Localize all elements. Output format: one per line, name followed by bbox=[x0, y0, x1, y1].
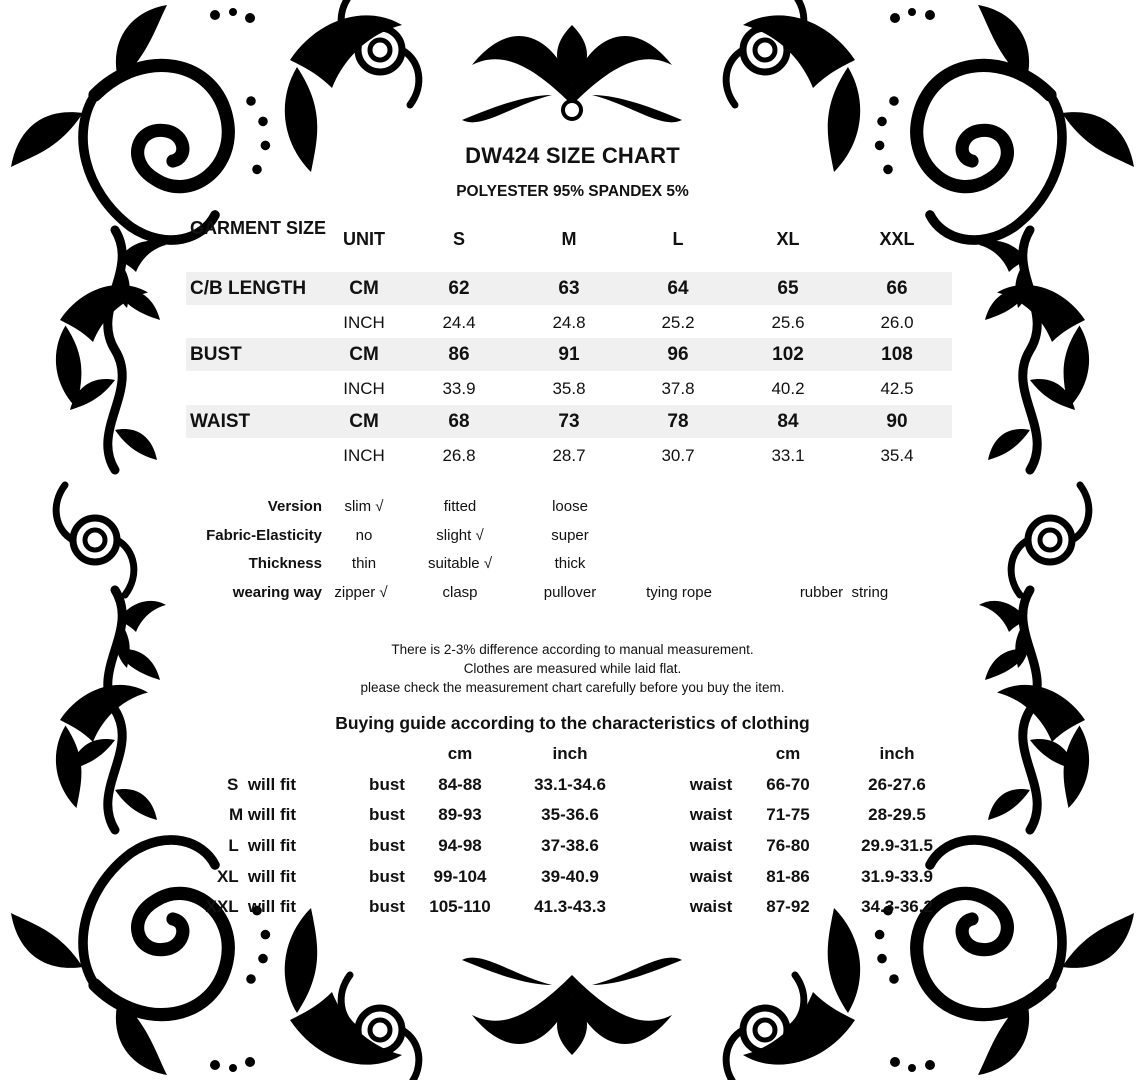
attribute-option: super bbox=[551, 526, 589, 544]
cell: 90 bbox=[886, 411, 908, 432]
cell: 33.1 bbox=[771, 446, 805, 465]
guide-waist-cm: 87-92 bbox=[766, 897, 810, 917]
note-line: There is 2-3% difference according to manual measurement. bbox=[391, 642, 754, 657]
cell: 91 bbox=[558, 344, 580, 365]
cell: 25.6 bbox=[771, 313, 805, 332]
guide-waist-inch: 29.9-31.5 bbox=[861, 836, 933, 856]
guide-bust-cm: 84-88 bbox=[438, 774, 482, 794]
attribute-option: zipper √ bbox=[334, 584, 388, 602]
table-row bbox=[186, 272, 952, 305]
cell: 26.8 bbox=[442, 446, 476, 465]
row-unit: INCH bbox=[343, 379, 385, 398]
list-item bbox=[0, 775, 1145, 806]
size-header-s: S bbox=[452, 229, 465, 249]
attribute-label: wearing way bbox=[232, 584, 322, 602]
cell: 78 bbox=[667, 411, 689, 432]
measurement-notes bbox=[0, 640, 1145, 697]
cell: 102 bbox=[772, 344, 804, 365]
row-unit: CM bbox=[349, 344, 379, 365]
cell: 68 bbox=[448, 411, 470, 432]
buying-guide-table bbox=[0, 744, 1145, 928]
buying-guide-units bbox=[0, 744, 1145, 775]
cell: 24.4 bbox=[442, 313, 476, 332]
list-item bbox=[0, 867, 1145, 898]
guide-size: M will fit bbox=[228, 805, 296, 825]
table-row bbox=[186, 338, 952, 371]
unit-header: UNIT bbox=[343, 229, 385, 249]
attribute-row-wearing-way bbox=[0, 584, 1145, 613]
row-unit: INCH bbox=[343, 446, 385, 465]
cell: 63 bbox=[558, 278, 580, 299]
table-row bbox=[186, 305, 952, 338]
guide-waist-cm: 66-70 bbox=[766, 774, 810, 794]
size-table bbox=[186, 212, 952, 472]
cell: 35.4 bbox=[880, 446, 914, 465]
guide-bust-cm: 94-98 bbox=[438, 836, 482, 856]
cell: 65 bbox=[777, 278, 799, 299]
cell: 42.5 bbox=[880, 379, 914, 398]
guide-bust-label: bust bbox=[369, 774, 405, 794]
row-unit: CM bbox=[349, 411, 379, 432]
guide-bust-inch: 41.3-43.3 bbox=[534, 897, 606, 917]
list-item bbox=[0, 805, 1145, 836]
guide-size: S will fit bbox=[227, 774, 296, 794]
attribute-option: no bbox=[355, 526, 373, 544]
guide-bust-inch: 37-38.6 bbox=[541, 836, 599, 856]
garment-size-header: GARMENT SIZE bbox=[190, 218, 327, 238]
guide-waist-cm: 81-86 bbox=[766, 866, 810, 886]
guide-size: XXL will fit bbox=[205, 897, 296, 917]
guide-waist-inch: 31.9-33.9 bbox=[861, 866, 933, 886]
attribute-row-elasticity bbox=[0, 527, 1145, 556]
cell: 86 bbox=[448, 344, 470, 365]
unit-label: inch bbox=[552, 744, 588, 763]
cell: 84 bbox=[777, 411, 799, 432]
cell: 25.2 bbox=[661, 313, 695, 332]
row-label: WAIST bbox=[190, 411, 251, 432]
cell: 30.7 bbox=[661, 446, 695, 465]
guide-waist-label: waist bbox=[689, 774, 733, 794]
size-header-m: M bbox=[561, 229, 577, 249]
attribute-option: tying rope bbox=[646, 584, 712, 602]
list-item bbox=[0, 836, 1145, 867]
guide-waist-inch: 34.3-36.2 bbox=[861, 897, 933, 917]
table-row bbox=[186, 405, 952, 438]
size-header-xxl: XXL bbox=[879, 229, 915, 249]
cell: 62 bbox=[448, 278, 470, 299]
size-header-xl: XL bbox=[776, 229, 800, 249]
table-row bbox=[186, 371, 952, 405]
guide-bust-inch: 33.1-34.6 bbox=[534, 774, 606, 794]
list-item bbox=[0, 897, 1145, 928]
attribute-label: Thickness bbox=[248, 555, 322, 573]
attribute-option: rubber string bbox=[799, 584, 889, 602]
guide-bust-label: bust bbox=[369, 805, 405, 825]
garment-attributes bbox=[0, 498, 1145, 613]
guide-bust-label: bust bbox=[369, 836, 405, 856]
size-header-l: L bbox=[672, 229, 684, 249]
fabric-composition: POLYESTER 95% SPANDEX 5% bbox=[456, 183, 689, 200]
unit-label: cm bbox=[775, 744, 801, 763]
attribute-option: slight √ bbox=[436, 526, 484, 544]
attribute-option: loose bbox=[552, 498, 588, 515]
note-line: Clothes are measured while laid flat. bbox=[463, 661, 682, 676]
attribute-option: pullover bbox=[543, 584, 597, 602]
cell: 108 bbox=[881, 344, 913, 365]
guide-waist-label: waist bbox=[689, 836, 733, 856]
attribute-row-thickness bbox=[0, 555, 1145, 584]
cell: 26.0 bbox=[880, 313, 914, 332]
cell: 33.9 bbox=[442, 379, 476, 398]
guide-waist-cm: 71-75 bbox=[766, 805, 810, 825]
guide-waist-label: waist bbox=[689, 866, 733, 886]
guide-size: XL will fit bbox=[216, 866, 296, 886]
buying-guide-title: Buying guide according to the characteristics of clothing bbox=[335, 713, 810, 733]
cell: 35.8 bbox=[552, 379, 586, 398]
guide-bust-cm: 89-93 bbox=[438, 805, 482, 825]
chart-title: DW424 SIZE CHART bbox=[465, 143, 680, 168]
guide-waist-inch: 26-27.6 bbox=[868, 774, 926, 794]
cell: 40.2 bbox=[771, 379, 805, 398]
guide-bust-inch: 39-40.9 bbox=[541, 866, 599, 886]
row-label: BUST bbox=[190, 344, 242, 365]
cell: 28.7 bbox=[552, 446, 586, 465]
attribute-label: Fabric-Elasticity bbox=[206, 526, 322, 544]
guide-bust-cm: 99-104 bbox=[433, 866, 487, 886]
row-label: C/B LENGTH bbox=[190, 278, 307, 299]
guide-waist-label: waist bbox=[689, 897, 733, 917]
unit-label: inch bbox=[879, 744, 915, 763]
cell: 37.8 bbox=[661, 379, 695, 398]
cell: 24.8 bbox=[552, 313, 586, 332]
attribute-option: thin bbox=[351, 555, 377, 573]
note-line: please check the measurement chart carefully before you buy the item. bbox=[360, 680, 785, 695]
guide-waist-cm: 76-80 bbox=[766, 836, 810, 856]
guide-waist-label: waist bbox=[689, 805, 733, 825]
attribute-row-version bbox=[0, 498, 1145, 527]
guide-waist-inch: 28-29.5 bbox=[868, 805, 926, 825]
attribute-label: Version bbox=[267, 498, 322, 515]
guide-size: L will fit bbox=[228, 836, 296, 856]
attribute-option: slim √ bbox=[344, 498, 384, 515]
guide-bust-label: bust bbox=[369, 866, 405, 886]
cell: 73 bbox=[558, 411, 580, 432]
guide-bust-label: bust bbox=[369, 897, 405, 917]
attribute-option: suitable √ bbox=[427, 555, 493, 573]
row-unit: INCH bbox=[343, 313, 385, 332]
cell: 66 bbox=[886, 278, 908, 299]
attribute-option: clasp bbox=[442, 584, 478, 602]
cell: 64 bbox=[667, 278, 689, 299]
unit-label: cm bbox=[447, 744, 473, 763]
size-table-header bbox=[186, 212, 952, 272]
guide-bust-inch: 35-36.6 bbox=[541, 805, 599, 825]
attribute-option: thick bbox=[554, 555, 586, 573]
guide-bust-cm: 105-110 bbox=[429, 897, 491, 917]
cell: 96 bbox=[667, 344, 689, 365]
row-unit: CM bbox=[349, 278, 379, 299]
table-row bbox=[186, 438, 952, 472]
attribute-option: fitted bbox=[443, 498, 477, 515]
